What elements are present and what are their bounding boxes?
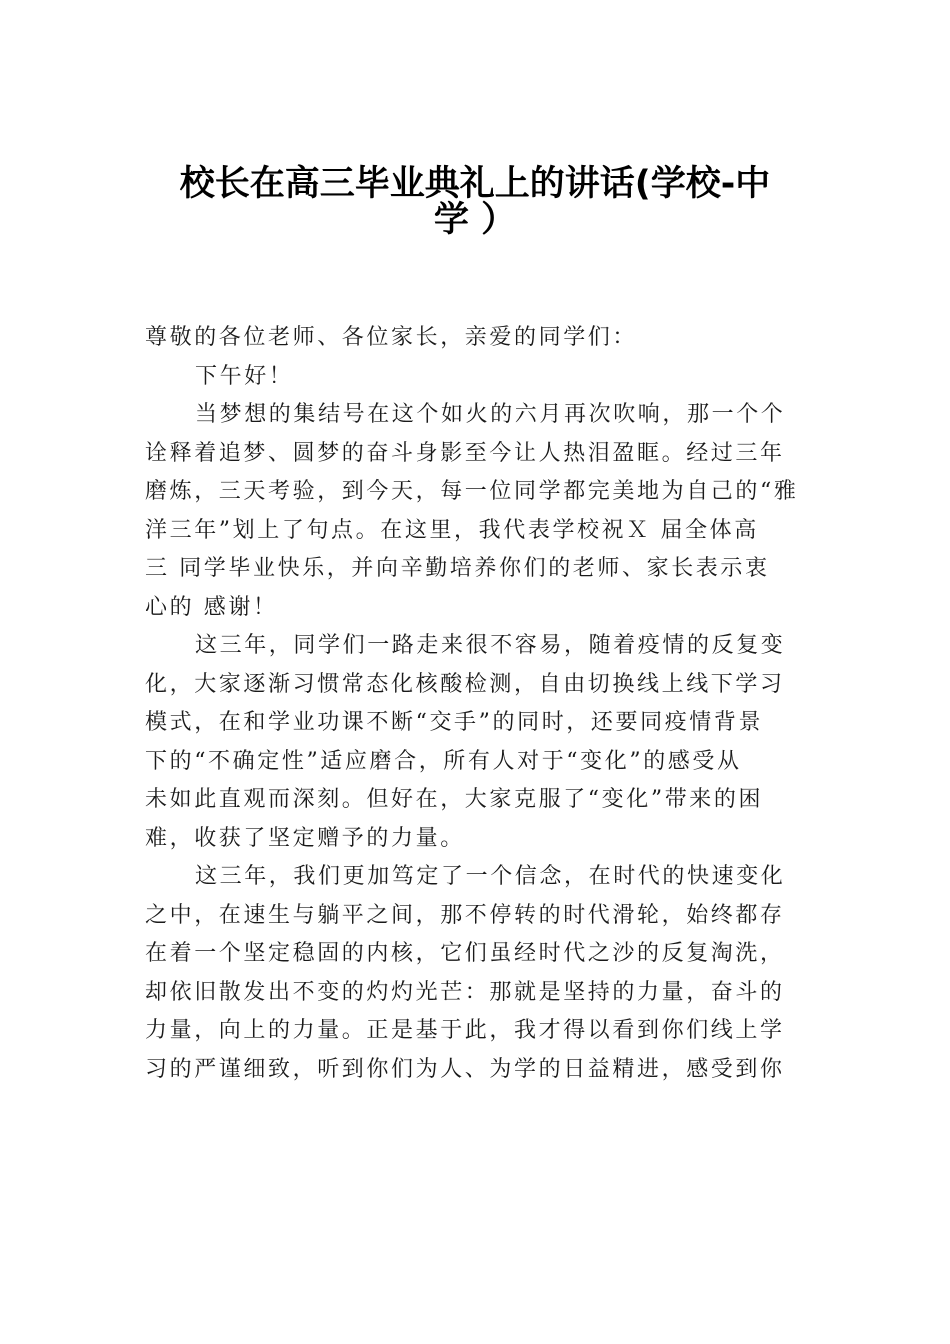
body-text-line: 下的“不确定性”适应磨合，所有人对于“变化”的感受从 [145,748,742,774]
body-text-line: 尊敬的各位老师、各位家长，亲爱的同学们： [145,325,638,350]
body-text-line: 三 同学毕业快乐，并向辛勤培养你们的老师、家长表示衷 [145,556,770,581]
body-text-line: 洋三年”划上了句点。在这里，我代表学校祝Ｘ 届全体高 [145,517,759,543]
body-text-line: 这三年，同学们一路走来很不容易，随着疫情的反复变 [195,633,786,658]
document-body [145,319,815,1089]
body-text-line: 这三年，我们更加笃定了一个信念，在时代的快速变化 [195,864,786,889]
document-title-line-2: 学 ） [433,200,517,240]
body-text-line: 模式，在和学业功课不断“交手”的同时，还要同疫情背景 [145,710,764,735]
body-text-line: 之中，在速生与躺平之间，那不停转的时代滑轮，始终都存 [145,902,785,928]
body-text-line: 下午好！ [195,363,294,389]
body-text-line: 力量，向上的力量。正是基于此，我才得以看到你们线上学 [145,1018,785,1043]
body-text-line: 化，大家逐渐习惯常态化核酸检测，自由切换线上线下学习 [145,671,785,697]
body-text-line: 磨炼，三天考验，到今天，每一位同学都完美地为自己的“雅 [145,479,799,504]
body-text-line: 未如此直观而深刻。但好在，大家克服了“变化”带来的困 [145,787,764,812]
body-text-line: 难，收获了坚定赠予的力量。 [145,825,465,851]
body-text-line: 却依旧散发出不变的灼灼光芒：那就是坚持的力量，奋斗的 [145,979,785,1005]
body-text-line: 当梦想的集结号在这个如火的六月再次吹响，那一个个 [195,402,786,427]
body-text-line: 在着一个坚定稳固的内核，它们虽经时代之沙的反复淘洗， [145,941,785,966]
body-text-line: 心的 感谢！ [145,594,278,620]
body-text-line: 习的严谨细致，听到你们为人、为学的日益精进，感受到你 [145,1056,785,1082]
body-text-line: 诠释着追梦、圆梦的奋斗身影至今让人热泪盈眶。经过三年 [145,440,785,466]
document-title-line-1: 校长在高三毕业典礼上的讲话(学校-中 [179,164,771,204]
